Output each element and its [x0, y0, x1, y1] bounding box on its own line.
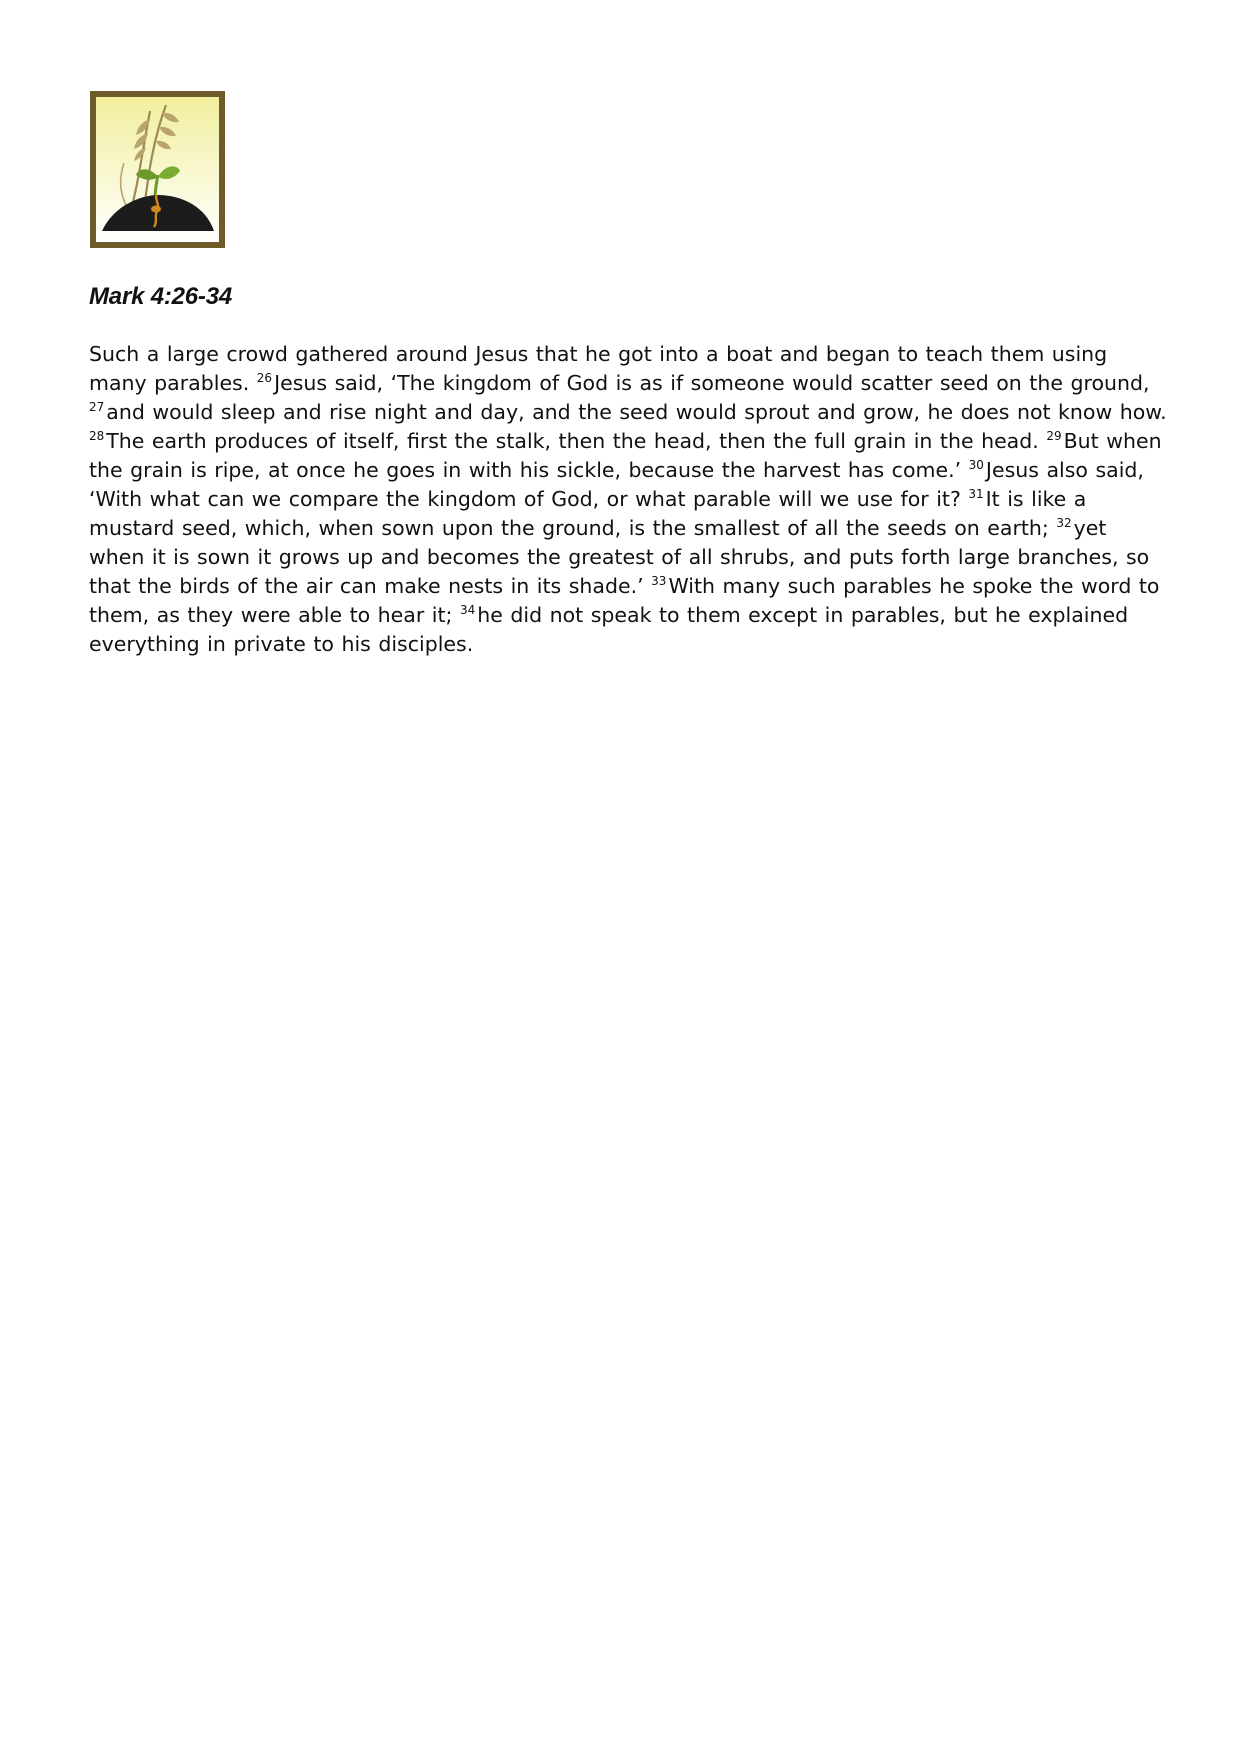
verse-number: 28 [89, 429, 105, 443]
verse-text: Jesus said, ‘The kingdom of God is as if someone would scatter seed on the ground, [274, 371, 1150, 395]
verse-number: 30 [968, 458, 984, 472]
verse-text: It is like a mustard seed, which, when sown upon the ground, is the smallest of all the seeds on earth; [89, 487, 1087, 540]
verse-text: Jesus also said, ‘With what can we compare the kingdom of God, or what parable will we use for it? [89, 458, 1144, 511]
verse-number: 29 [1046, 429, 1062, 443]
verse-text: The earth produces of itself, first the stalk, then the head, then the full grain in the head. [106, 429, 1039, 453]
passage-heading: Mark 4:26-34 [89, 283, 233, 310]
verse-text: and would sleep and rise night and day, and the seed would sprout and grow, he does not know how. [106, 400, 1167, 424]
verse-text: But when the grain is ripe, at once he goes in with his sickle, because the harvest has come.’ [89, 429, 1162, 482]
verse-text: yet when it is sown it grows up and becomes the greatest of all shrubs, and puts forth large branches, so that the birds of the air can make nests in its shade.’ [89, 516, 1150, 598]
illustration [90, 91, 225, 248]
seed [151, 206, 161, 213]
verse-number: 34 [459, 603, 476, 617]
verse-text: he did not speak to them except in parables, but he explained everything in private to his disciples. [89, 603, 1129, 656]
verse-number: 31 [968, 487, 984, 501]
verse-number: 33 [651, 574, 667, 588]
verse-number: 27 [89, 400, 105, 414]
verse-number: 32 [1056, 516, 1072, 530]
passage-intro: Such a large crowd gathered around Jesus that he got into a boat and began to teach them using many parables. [89, 342, 1108, 395]
verse-number: 26 [256, 371, 273, 385]
wheat-and-seedling-icon [90, 91, 225, 248]
passage-text [89, 340, 1169, 659]
verse-text: With many such parables he spoke the word to them, as they were able to hear it; [89, 574, 1160, 627]
